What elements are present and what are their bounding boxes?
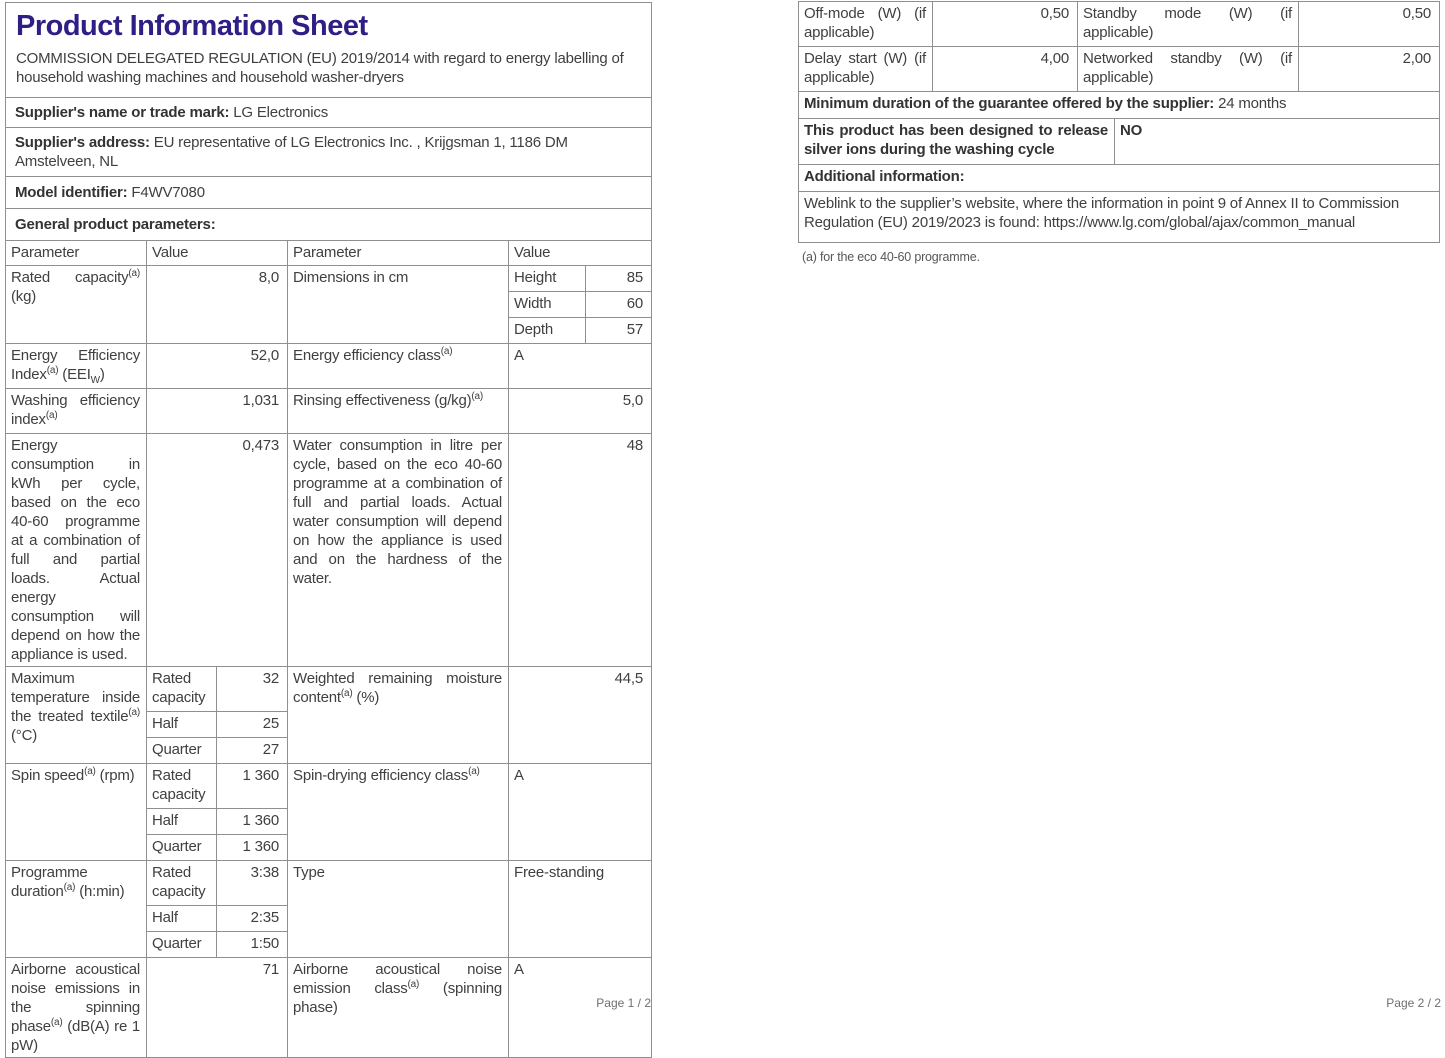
type-label: Type	[288, 861, 509, 958]
header-value-2: Value	[509, 241, 652, 266]
water-consumption-value: 48	[509, 434, 652, 667]
max-temp-half-value: 25	[217, 712, 288, 738]
general-parameters-box	[5, 208, 652, 241]
supplier-address-label: Supplier's address:	[15, 134, 150, 151]
spin-class-label: Spin-drying efficiency class$^{(a)}$	[288, 764, 509, 861]
delay-start-label: Delay start (W) (if applicable)	[799, 47, 933, 92]
spin-class-value: A	[509, 764, 652, 861]
title-box	[5, 2, 652, 98]
max-temp-rated-value: 32	[217, 667, 288, 712]
washing-index-value: 1,031	[147, 389, 288, 434]
noise-value: 71	[147, 958, 288, 1058]
dimension-width-label: Width	[509, 292, 586, 318]
general-parameters-table-continued	[798, 1, 1440, 243]
table-row	[799, 47, 1440, 92]
additional-information-label: Additional information:	[799, 165, 1440, 192]
water-consumption-label: Water consumption in litre per cycle, based on the eco 40-60 programme at a combination of full and partial loads. Actual water consumption will depend on how the appliance is used and on the hardness of the water.	[288, 434, 509, 667]
model-identifier-label: Model identifier:	[15, 184, 128, 201]
duration-rated-value: 3:38	[217, 861, 288, 906]
max-temp-rated-label: Rated capacity	[147, 667, 217, 712]
noise-class-value: A	[509, 958, 652, 1058]
dimension-depth-label: Depth	[509, 318, 586, 344]
table-row	[6, 958, 652, 1058]
max-temp-quarter-label: Quarter	[147, 738, 217, 764]
dimension-height-value: 85	[586, 266, 652, 292]
energy-class-value: A	[509, 344, 652, 389]
spin-speed-half-label: Half	[147, 809, 217, 835]
supplier-name-box	[5, 97, 652, 128]
table-row	[799, 192, 1440, 243]
silver-ions-value: NO	[1115, 119, 1440, 165]
delay-start-value: 4,00	[933, 47, 1078, 92]
max-temp-quarter-value: 27	[217, 738, 288, 764]
supplier-address-box	[5, 127, 652, 177]
spin-speed-rated-value: 1 360	[217, 764, 288, 809]
networked-standby-label: Networked standby (W) (if applicable)	[1078, 47, 1299, 92]
table-row	[6, 266, 652, 292]
page-1	[5, 2, 652, 1054]
energy-consumption-value: 0,473	[147, 434, 288, 667]
max-temp-half-label: Half	[147, 712, 217, 738]
energy-class-label: Energy efficiency class$^{(a)}$	[288, 344, 509, 389]
dimension-width-value: 60	[586, 292, 652, 318]
header-value-1: Value	[147, 241, 288, 266]
model-identifier-value: F4WV7080	[131, 184, 205, 201]
table-row	[799, 119, 1440, 165]
weblink-cell	[799, 192, 1440, 243]
dimension-depth-value: 57	[586, 318, 652, 344]
supplier-name-label: Supplier's name or trade mark:	[15, 104, 230, 121]
energy-consumption-label: Energy consumption in kWh per cycle, based on the eco 40-60 programme at a combination of full and partial loads. Actual energy consumption will depend on how the appliance is used.	[6, 434, 147, 667]
document-title: Product Information Sheet	[16, 10, 368, 42]
spin-speed-quarter-label: Quarter	[147, 835, 217, 861]
table-row	[799, 2, 1440, 47]
dimensions-label: Dimensions in cm	[288, 266, 509, 344]
spin-speed-quarter-value: 1 360	[217, 835, 288, 861]
table-row	[6, 389, 652, 434]
supplier-address-value: EU representative of LG Electronics Inc. , Krijgsman 1, 1186 DM Amstelveen, NL	[15, 134, 568, 170]
moisture-value: 44,5	[509, 667, 652, 764]
spin-speed-rated-label: Rated capacity	[147, 764, 217, 809]
duration-quarter-label: Quarter	[147, 932, 217, 958]
duration-quarter-value: 1:50	[217, 932, 288, 958]
table-row	[6, 764, 652, 809]
table-header-row	[6, 241, 652, 266]
weblink-text: Weblink to the supplier’s website, where the information in point 9 of Annex II to Commission Regulation (EU) 2019/2023 is found:	[804, 195, 1400, 231]
duration-half-value: 2:35	[217, 906, 288, 932]
moisture-label: Weighted remaining moisture content$^{(a)}$ (%)	[288, 667, 509, 764]
general-parameters-table	[5, 240, 652, 1058]
networked-standby-value: 2,00	[1299, 47, 1440, 92]
header-parameter-1: Parameter	[6, 241, 147, 266]
footnote-eco-programme: (a) for the eco 40-60 programme.	[802, 250, 980, 264]
page-2	[798, 2, 1442, 1010]
general-parameters-label: General product parameters:	[15, 216, 216, 233]
dimension-height-label: Height	[509, 266, 586, 292]
supplier-name-value: LG Electronics	[233, 104, 329, 121]
table-row	[6, 861, 652, 906]
max-temp-label: Maximum temperature inside the treated textile$^{(a)}$ (°C)	[6, 667, 147, 764]
table-row	[6, 667, 652, 712]
page-2-footer: Page 2 / 2	[1386, 996, 1441, 1010]
type-value: Free-standing	[509, 861, 652, 958]
noise-class-label: Airborne acoustical noise emission class$^{(a)}$ (spinning phase)	[288, 958, 509, 1058]
eei-value: 52,0	[147, 344, 288, 389]
page-1-footer: Page 1 / 2	[596, 996, 651, 1010]
model-identifier-box	[5, 176, 652, 209]
weblink-url: https://www.lg.com/global/ajax/common_manual	[1043, 214, 1355, 231]
duration-half-label: Half	[147, 906, 217, 932]
guarantee-label: Minimum duration of the guarantee offered by the supplier:	[804, 95, 1215, 112]
standby-mode-value: 0,50	[1299, 2, 1440, 47]
standby-mode-label: Standby mode (W) (if applicable)	[1078, 2, 1299, 47]
duration-rated-label: Rated capacity	[147, 861, 217, 906]
off-mode-label: Off-mode (W) (if applicable)	[799, 2, 933, 47]
spin-speed-half-value: 1 360	[217, 809, 288, 835]
guarantee-cell	[799, 92, 1440, 119]
spin-speed-label: Spin speed$^{(a)}$ (rpm)	[6, 764, 147, 861]
header-parameter-2: Parameter	[288, 241, 509, 266]
eei-label: Energy Efficiency Index$^{(a)}$ $(EEI_W)$	[6, 344, 147, 389]
rated-capacity-label: Rated capacity$^{(a)}$ (kg)	[6, 266, 147, 344]
noise-label: Airborne acoustical noise emissions in the spinning phase$^{(a)}$ (dB(A) re 1 pW)	[6, 958, 147, 1058]
off-mode-value: 0,50	[933, 2, 1078, 47]
regulation-text: COMMISSION DELEGATED REGULATION (EU) 2019/2014 with regard to energy labelling of household washing machines and household washer-dryers	[16, 50, 624, 86]
rinsing-value: 5,0	[509, 389, 652, 434]
washing-index-label: Washing efficiency index$^{(a)}$	[6, 389, 147, 434]
guarantee-value: 24 months	[1218, 95, 1287, 112]
silver-ions-label: This product has been designed to release silver ions during the washing cycle	[799, 119, 1115, 165]
table-row	[799, 165, 1440, 192]
duration-label: Programme duration$^{(a)}$ (h:min)	[6, 861, 147, 958]
rinsing-label: Rinsing effectiveness $(g/kg)^{(a)}$	[288, 389, 509, 434]
rated-capacity-value: 8,0	[147, 266, 288, 344]
table-row	[6, 434, 652, 667]
table-row	[6, 344, 652, 389]
table-row	[799, 92, 1440, 119]
